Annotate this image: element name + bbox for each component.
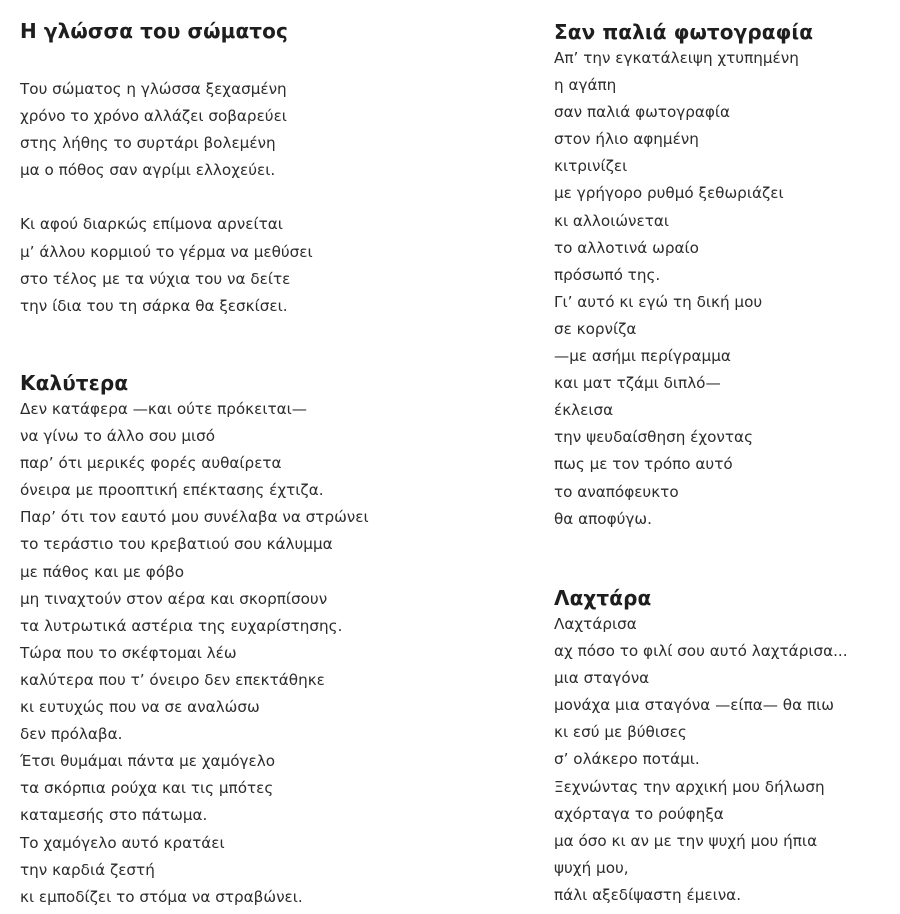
poem-line: Γι’ αυτό κι εγώ τη δική μου [554, 292, 763, 311]
poem-line: χρόνο το χρόνο αλλάζει σοβαρεύει [20, 107, 287, 126]
poem-line: στης λήθης το συρτάρι βολεμένη [20, 134, 276, 153]
poem-title: Σαν παλιά φωτογραφία [554, 20, 814, 44]
poem-kalytera [20, 370, 369, 911]
poem-line: μονάχα μια σταγόνα —είπα— θα πιω [554, 696, 834, 715]
poem-line: την καρδιά ζεστή [20, 860, 155, 879]
poem-line: παρ’ ότι μερικές φορές αυθαίρετα [20, 454, 282, 473]
poem-title: Καλύτερα [20, 371, 129, 395]
poem-line: αχόρταγα το ρούφηξα [554, 804, 724, 823]
poem-line: θα αποφύγω. [554, 509, 652, 528]
poem-line: πρόσωπό της. [554, 265, 661, 284]
poem-line: καταμεσής στο πάτωμα. [20, 806, 208, 825]
poem-line: τα λυτρωτικά αστέρια της ευχαρίστησης. [20, 616, 343, 635]
poem-line: να γίνω το άλλο σου μισό [20, 427, 216, 446]
poem-line: Απ’ την εγκατάλειψη χτυπημένη [554, 49, 799, 67]
poem-line: Ξεχνώντας την αρχική μου δήλωση [554, 777, 825, 796]
poem-line: σ’ ολάκερο ποτάμι. [554, 750, 700, 769]
poem-line: μη τιναχτούν στον αέρα και σκορπίσουν [20, 589, 328, 608]
poem-line: καλύτερα που τ’ όνειρο δεν επεκτάθηκε [20, 670, 325, 689]
poem-lachtara [554, 585, 848, 909]
poem-line: η αγάπη [554, 76, 617, 95]
poem-line: Κι αφού διαρκώς επίμονα αρνείται [20, 215, 283, 234]
poem-line: πως με τον τρόπο αυτό [554, 455, 733, 474]
poem-line: Λαχτάρισα [554, 615, 637, 633]
stanza-2 [20, 211, 313, 319]
poem-line: αχ πόσο το φιλί σου αυτό λαχτάρισα... [554, 642, 848, 661]
poem-line: την ψευδαίσθηση έχοντας [554, 428, 753, 447]
poem-line: έκλεισα [554, 401, 614, 420]
poem-lines [554, 611, 848, 909]
poem-line: όνειρα με προοπτική επέκτασης έχτιζα. [20, 481, 324, 500]
poem-san-palia-fotografia [554, 19, 813, 533]
poem-line: Δεν κατάφερα —και ούτε πρόκειται— [20, 400, 307, 418]
poem-line: κιτρινίζει [554, 157, 628, 176]
poem-line: μα όσο κι αν με την ψυχή μου ήπια [554, 831, 818, 850]
poem-line: μια σταγόνα [554, 669, 650, 688]
poem-line: με πάθος και με φόβο [20, 562, 185, 581]
poem-lines [554, 45, 813, 533]
poem-line: την ίδια του τη σάρκα θα ξεσκίσει. [20, 296, 288, 315]
stanza-1 [20, 76, 313, 184]
poem-line: πάλι αξεδίψαστη έμεινα. [554, 885, 742, 904]
poem-line: Παρ’ ότι τον εαυτό μου συνέλαβα να στρώνει [20, 508, 369, 527]
poem-line: κι αλλοιώνεται [554, 211, 670, 230]
poem-line: και ματ τζάμι διπλό— [554, 374, 721, 393]
poem-line: το αλλοτινά ωραίο [554, 238, 699, 257]
poem-line: κι εμποδίζει το στόμα να στραβώνει. [20, 887, 303, 906]
poem-lines [20, 396, 369, 911]
poem-line: μ’ άλλου κορμιού το γέρμα να μεθύσει [20, 242, 313, 261]
poem-line: κι ευτυχώς που να σε αναλώσω [20, 698, 260, 717]
poem-line: —με ασήμι περίγραμμα [554, 347, 731, 366]
poem-glossa-tou-somatos [20, 18, 313, 320]
poem-line: το τεράστιο του κρεβατιού σου κάλυμμα [20, 535, 333, 554]
poem-line: το αναπόφευκτο [554, 482, 679, 501]
poem-line: δεν πρόλαβα. [20, 725, 123, 744]
poem-line: στον ήλιο αφημένη [554, 130, 699, 149]
poem-line: Έτσι θυμάμαι πάντα με χαμόγελο [20, 752, 275, 771]
poem-title: Λαχτάρα [554, 586, 652, 610]
poem-title: Η γλώσσα του σώματος [20, 19, 288, 43]
poem-line: Το χαμόγελο αυτό κρατάει [20, 833, 225, 852]
poem-line: ψυχή μου, [554, 858, 629, 877]
poem-line: στο τέλος με τα νύχια του να δείτε [20, 269, 291, 288]
poem-line: κι εσύ με βύθισες [554, 723, 687, 742]
poem-line: τα σκόρπια ρούχα και τις μπότες [20, 779, 274, 798]
poem-line: Τώρα που το σκέφτομαι λέω [20, 643, 237, 662]
poem-line: σαν παλιά φωτογραφία [554, 103, 731, 122]
poem-line: Του σώματος η γλώσσα ξεχασμένη [20, 80, 287, 98]
stanza-gap [20, 184, 313, 211]
poem-line: με γρήγορο ρυθμό ξεθωριάζει [554, 184, 784, 203]
poem-line: σε κορνίζα [554, 319, 637, 338]
poem-line: μα ο πόθος σαν αγρίμι ελλοχεύει. [20, 161, 276, 180]
